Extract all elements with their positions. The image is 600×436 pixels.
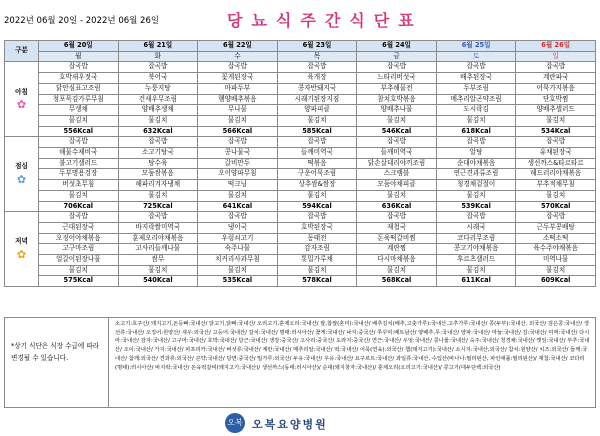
menu-item: 근대된장국 xyxy=(39,222,119,233)
kcal-value: 535Kcal xyxy=(198,276,278,287)
menu-item: 얼갈이된장나물 xyxy=(39,255,119,266)
menu-item: 떡볶음 xyxy=(277,158,357,169)
menu-item: 떡크닝 xyxy=(198,180,278,191)
menu-item: 물김치 xyxy=(39,115,119,126)
day-weekday: 일 xyxy=(516,51,596,62)
menu-item: 버섯초무침 xyxy=(39,180,119,191)
menu-item: 부추적채무침 xyxy=(516,180,596,191)
menu-item: 모둠쌈볶음 xyxy=(118,169,198,180)
kcal-row xyxy=(5,126,596,137)
menu-item: 단호박찜 xyxy=(516,94,596,105)
menu-item: 물김치 xyxy=(357,190,437,201)
menu-item: 콩나물국 xyxy=(198,148,278,159)
menu-item: 후르츠샐러드 xyxy=(436,255,516,266)
menu-item: 두부조림 xyxy=(436,83,516,94)
meal-row xyxy=(5,73,596,84)
kcal-row xyxy=(5,201,596,212)
menu-item: 무나물 xyxy=(198,105,278,116)
menu-item: 모둠야채피클 xyxy=(357,180,437,191)
kcal-value: 594Kcal xyxy=(277,201,357,212)
menu-item: 오이양파무침 xyxy=(198,169,278,180)
kcal-value: 540Kcal xyxy=(118,276,198,287)
menu-item: 우렁쇠고기 xyxy=(198,233,278,244)
kcal-value: 609Kcal xyxy=(516,276,596,287)
menu-item: 불고기샐러드 xyxy=(39,158,119,169)
menu-item: 꽃게된장국 xyxy=(198,73,278,84)
menu-item: 물김치 xyxy=(357,115,437,126)
menu-item: 물김치 xyxy=(436,190,516,201)
origin-info: 소고기:호주산/ 돼지고기,돈등뼈:국내산/ 닭고기,닭뼈:국내산/ 오리고기,훈제오리:국내산/ 쌀,찹쌀(혼미):국내산/ 배추김치(배추,고춧가루):국내산,고추가루:국내산/ 콩(두부):국내산, 외국산/ 검은콩:국내산/ 생선류:국내산/ 오징어:원양산/ 새우:외국산/ 고등어:국내산/ 갈치:국내산/ 명태:러시아산/ 꽃게:국내산/ 낙지:중국산/ 쭈꾸미:베트남산/ 양배추,무:국내산/ 양파:국내산/ 마늘:국내산/ 김:국내산/ 미역:국내산/ 다시마:국내산/ 감자:국내산/ 고구마:국내산/ 호박:국내산/ 당근:국내산/ 생강:중국산/ 고사리:중국산/ 도라지:중국산/ 연근:국내산/ 우엉:국내산/ 콩나물:국내산/ 숙주:국내산/ 청경채:국내산/ 깻잎:국내산/ 부추:국내산/ 오이:국내산/ 가지:국내산/ 파프리카:국내산/ 버섯류:국내산/ 계란:국내산/ 메추리알:국내산/ 떡:국내산/ 어묵(연육):외국산/ 햄(돼지고기):국내산/ 소시지:국내산,외국산/ 참치:원양산/ 치즈:외국산/ 들깨:국내산/ 참깨:외국산/ 견과류:외국산/ 곤약:국내산/ 당면:중국산/ 밀가루:외국산/ 두유:국내산/ 우유:국내산/ 요구르트:국내산/ 과일류:국내산, 수입산(바나나:필리핀산, 파인애플:필리핀산)/ 재첩:국내산/ 코다리(명태):러시아산/ 바지락:국내산/ 돈육떡갈비(돼지고기:국내산)/ 생선까스(동태:러시아산)/ 순대(돼지창자:국내산)/ 훈제오리(오리고기:국내산)/ 콩고기(대두단백:외국산) xyxy=(115,321,590,371)
day-weekday: 수 xyxy=(198,51,278,62)
menu-item: 코다리무조림 xyxy=(436,233,516,244)
menu-item: 육개장 xyxy=(277,73,357,84)
kcal-value: 636Kcal xyxy=(357,201,437,212)
meal-row xyxy=(5,83,596,94)
day-date: 6월 21일 xyxy=(118,41,198,52)
menu-item: 갈비만두 xyxy=(198,158,278,169)
menu-item: 냉이국 xyxy=(198,222,278,233)
meal-row xyxy=(5,115,596,126)
day-weekday: 토 xyxy=(436,51,516,62)
day-weekday: 목 xyxy=(277,51,357,62)
day-date: 6월 23일 xyxy=(277,41,357,52)
menu-item: 닭손살데리야끼조림 xyxy=(357,158,437,169)
kcal-value: 578Kcal xyxy=(277,276,357,287)
meal-row xyxy=(5,169,596,180)
kcal-value: 585Kcal xyxy=(277,126,357,137)
day-date: 6월 20일 xyxy=(39,41,119,52)
menu-item: 햄양배추볶음 xyxy=(198,94,278,105)
meal-row xyxy=(5,148,596,159)
day-weekday: 월 xyxy=(39,51,119,62)
menu-item: 오징어야채볶음 xyxy=(39,233,119,244)
meal-label-cell xyxy=(5,137,39,212)
menu-item: 다시마채볶음 xyxy=(357,255,437,266)
meal-row xyxy=(5,265,596,276)
menu-item: 물김치 xyxy=(198,115,278,126)
menu-item: 건새우무조림 xyxy=(118,94,198,105)
menu-item: 치커리사과무침 xyxy=(198,255,278,266)
kcal-value: 570Kcal xyxy=(516,201,596,212)
menu-item: 물김치 xyxy=(39,265,119,276)
day-date: 6월 26일 xyxy=(516,41,596,52)
menu-item: 물김치 xyxy=(436,265,516,276)
kcal-value: 566Kcal xyxy=(198,126,278,137)
kcal-value: 611Kcal xyxy=(436,276,516,287)
menu-item: 물김치 xyxy=(277,190,357,201)
period: 2022년 06월 20일 - 2022년 06월 26일 xyxy=(4,16,160,26)
menu-item: 잡곡밥 xyxy=(516,62,596,73)
menu-item: 잡곡밥 xyxy=(277,62,357,73)
menu-item: 부추해물전 xyxy=(357,83,437,94)
menu-item: 잡곡밥 xyxy=(118,212,198,223)
footer xyxy=(0,412,600,434)
menu-item: 고구마조림 xyxy=(39,244,119,255)
meal-label-cell xyxy=(5,212,39,287)
menu-item: 계란파국 xyxy=(516,73,596,84)
menu-item: 순대야채볶음 xyxy=(436,158,516,169)
menu-item: 어묵가지볶음 xyxy=(516,83,596,94)
menu-item: 소떡소떡 xyxy=(516,233,596,244)
menu-item: 잡곡밥 xyxy=(277,212,357,223)
day-weekday: 화 xyxy=(118,51,198,62)
meal-row xyxy=(5,94,596,105)
menu-item: 물김치 xyxy=(198,265,278,276)
menu-item: 유채된장국 xyxy=(516,148,596,159)
menu-item: 물김치 xyxy=(277,115,357,126)
menu-item: 호박새우젓국 xyxy=(39,73,119,84)
meal-row xyxy=(5,233,596,244)
menu-item: 잡곡밥 xyxy=(118,137,198,148)
meal-row xyxy=(5,180,596,191)
menu-item: 잡곡밥 xyxy=(39,62,119,73)
menu-item: 북어국 xyxy=(118,73,198,84)
menu-item: 잡곡밥 xyxy=(516,137,596,148)
weekday-row xyxy=(5,51,596,62)
menu-item: 돈육떡갈비찜 xyxy=(357,233,437,244)
kcal-value: 539Kcal xyxy=(436,201,516,212)
kcal-value: 618Kcal xyxy=(436,126,516,137)
menu-item: 잡곡밥 xyxy=(436,62,516,73)
menu-item: 재첩국 xyxy=(357,222,437,233)
menu-item: 미역나물 xyxy=(516,255,596,266)
menu-item: 잡곡밥 xyxy=(516,212,596,223)
kcal-value: 725Kcal xyxy=(118,201,198,212)
menu-item: 잡곡밥 xyxy=(436,137,516,148)
menu-item: 잡곡밥 xyxy=(39,137,119,148)
kcal-value: 556Kcal xyxy=(39,126,119,137)
menu-item: 잡곡밥 xyxy=(198,62,278,73)
flower-icon: ✿ xyxy=(16,173,27,187)
page-title: 당뇨식주간식단표 xyxy=(227,11,423,30)
meal-row xyxy=(5,212,596,223)
menu-item: 숙주나물 xyxy=(198,244,278,255)
menu-item: 들깨미역국 xyxy=(277,148,357,159)
menu-item: 상추쌈&쌈장 xyxy=(277,180,357,191)
menu-item: 콩고기야채볶음 xyxy=(436,244,516,255)
menu-item: 알탕 xyxy=(436,148,516,159)
menu-item: 호박된장국 xyxy=(277,222,357,233)
meal-row xyxy=(5,62,596,73)
menu-item: 닭안심표고조림 xyxy=(39,83,119,94)
menu-item: 계란찜 xyxy=(357,244,437,255)
menu-item: 청경채겉절이 xyxy=(436,180,516,191)
menu-item: 참치호박볶음 xyxy=(357,94,437,105)
change-notice: *상기 식단은 식장 수급에 따라 변경될 수 있습니다. xyxy=(5,318,109,407)
meal-row xyxy=(5,255,596,266)
menu-item: 물김치 xyxy=(277,265,357,276)
menu-item: 해물수제비국 xyxy=(39,148,119,159)
day-date: 6월 25일 xyxy=(436,41,516,52)
menu-item: 물김치 xyxy=(118,115,198,126)
meal-label: 아침 xyxy=(15,87,28,96)
menu-item: 훈제오리야채볶음 xyxy=(118,233,198,244)
menu-item: 양파피클 xyxy=(277,105,357,116)
menu-item: 시래국 xyxy=(436,222,516,233)
menu-item: 소고기탕국 xyxy=(118,148,198,159)
menu-item: 육수주야채볶음 xyxy=(516,244,596,255)
hospital-name: 오복요양병원 xyxy=(252,418,328,431)
menu-item: 시래기된장지짐 xyxy=(277,94,357,105)
menu-item: 잡곡밥 xyxy=(39,212,119,223)
menu-item: 잡곡밥 xyxy=(277,137,357,148)
menu-item: 톳밀가루채 xyxy=(277,255,357,266)
menu-item: 생선까스&타르타르 xyxy=(516,158,596,169)
kcal-value: 575Kcal xyxy=(39,276,119,287)
menu-item: 잡곡밥 xyxy=(436,212,516,223)
meal-label-cell xyxy=(5,62,39,137)
menu-item: 물김치 xyxy=(118,265,198,276)
info-box xyxy=(4,317,596,408)
menu-item: 물김치 xyxy=(39,190,119,201)
day-weekday: 금 xyxy=(357,51,437,62)
meal-label: 점심 xyxy=(15,162,28,171)
menu-table xyxy=(4,40,596,287)
menu-item: 청포묵김가루무침 xyxy=(39,94,119,105)
meal-row xyxy=(5,105,596,116)
kcal-value: 632Kcal xyxy=(118,126,198,137)
menu-item: 잡곡밥 xyxy=(357,62,437,73)
menu-item: 물김치 xyxy=(436,115,516,126)
meal-row xyxy=(5,222,596,233)
menu-item: 들깨미역국 xyxy=(357,148,437,159)
menu-item: 콩자반돼지국 xyxy=(277,83,357,94)
meal-row xyxy=(5,190,596,201)
kcal-value: 568Kcal xyxy=(357,276,437,287)
hospital-logo-icon: 오복 xyxy=(225,413,245,433)
menu-item: 물김치 xyxy=(516,265,596,276)
day-date: 6월 24일 xyxy=(357,41,437,52)
flower-icon: ✿ xyxy=(16,248,27,262)
kcal-value: 641Kcal xyxy=(198,201,278,212)
menu-item: 물김치 xyxy=(516,190,596,201)
menu-item: 두부명용겅장 xyxy=(39,169,119,180)
menu-item: 근두부콩배탕 xyxy=(516,222,596,233)
menu-item: 마파두부 xyxy=(198,83,278,94)
menu-item: 구운어묵조림 xyxy=(277,169,357,180)
menu-item: 양배추나물 xyxy=(357,105,437,116)
menu-item: 바지락쌀미역국 xyxy=(118,222,198,233)
menu-item: 느타리버섯국 xyxy=(357,73,437,84)
menu-item: 잡곡밥 xyxy=(357,137,437,148)
menu-item: 해드러리야채볶음 xyxy=(516,169,596,180)
menu-item: 양배추샐러드 xyxy=(516,105,596,116)
flower-icon: ✿ xyxy=(16,98,27,112)
menu-item: 스크램블 xyxy=(357,169,437,180)
kcal-value: 534Kcal xyxy=(516,126,596,137)
menu-item: 쌈무 xyxy=(118,255,198,266)
kcal-value: 546Kcal xyxy=(357,126,437,137)
menu-item: 잡곡밥 xyxy=(357,212,437,223)
menu-item: 물김치 xyxy=(198,190,278,201)
menu-item: 동태전 xyxy=(277,233,357,244)
day-date: 6월 22일 xyxy=(198,41,278,52)
section-label-cell: 구분 xyxy=(5,41,39,62)
menu-item: 잡곡밥 xyxy=(198,212,278,223)
header xyxy=(0,0,600,36)
menu-item: 물김치 xyxy=(118,190,198,201)
menu-item: 감자조림 xyxy=(277,244,357,255)
menu-item: 무생채 xyxy=(39,105,119,116)
menu-item: 물김치 xyxy=(516,115,596,126)
menu-item: 고사리들깨나물 xyxy=(118,244,198,255)
menu-item: 물김치 xyxy=(357,265,437,276)
menu-item: 해파리겨자냉채 xyxy=(118,180,198,191)
menu-item: 배추된장국 xyxy=(436,73,516,84)
menu-item: 누룽지탕 xyxy=(118,83,198,94)
menu-item: 연근견과류조림 xyxy=(436,169,516,180)
meal-row xyxy=(5,158,596,169)
menu-item: 잡곡밥 xyxy=(198,137,278,148)
meal-row xyxy=(5,244,596,255)
meal-label: 저녁 xyxy=(15,237,28,246)
menu-item: 도시락김 xyxy=(436,105,516,116)
menu-item: 메추리알곤약조림 xyxy=(436,94,516,105)
date-header-row xyxy=(5,41,596,52)
meal-row xyxy=(5,137,596,148)
menu-item: 양배추생채 xyxy=(118,105,198,116)
kcal-row xyxy=(5,276,596,287)
kcal-value: 706Kcal xyxy=(39,201,119,212)
menu-item: 탕수육 xyxy=(118,158,198,169)
menu-item: 잡곡밥 xyxy=(118,62,198,73)
